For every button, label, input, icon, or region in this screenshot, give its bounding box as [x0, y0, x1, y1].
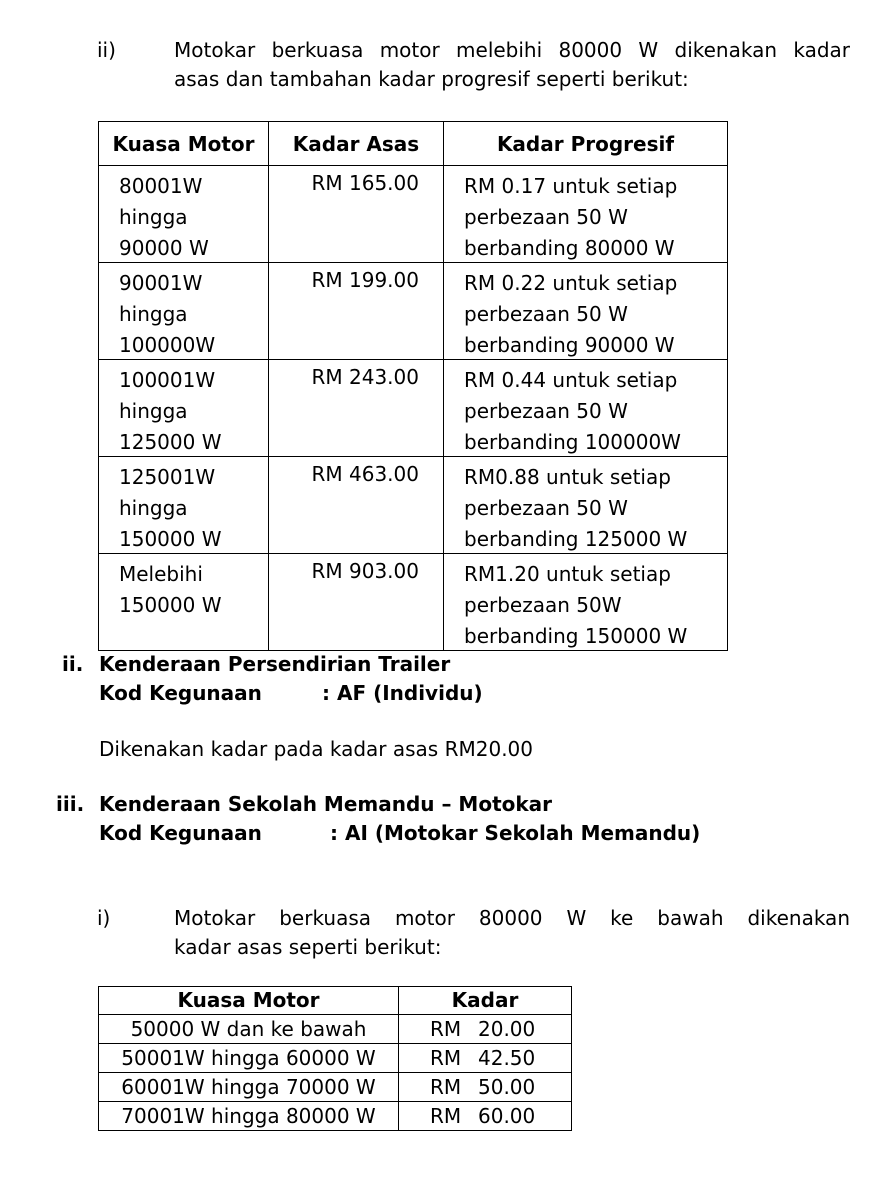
table-row [99, 457, 728, 554]
section-number: iii. [56, 792, 85, 816]
table-row [99, 554, 728, 651]
power-cell [99, 360, 269, 457]
table-header-row [99, 987, 572, 1015]
paragraph-line: asas dan tambahan kadar progresif seperti berikut: [174, 67, 689, 91]
base-rate-cell [269, 263, 444, 360]
paragraph-line: Motokar berkuasa motor melebihi 80000 W dikenakan kadar [174, 38, 850, 62]
cell-line: 100000W [119, 333, 216, 357]
cell-line: RM 0.22 untuk setiap [464, 271, 678, 295]
amount-value: 20.00 [478, 1017, 536, 1041]
subsection-marker: ii) [97, 38, 116, 62]
header-cell: Kadar Asas [269, 122, 444, 166]
code-value: : AI (Motokar Sekolah Memandu) [330, 821, 701, 845]
power-cell [99, 554, 269, 651]
cell-line: RM 0.44 untuk setiap [464, 368, 678, 392]
section-number: ii. [62, 652, 84, 676]
base-rate-cell [269, 554, 444, 651]
cell-line: berbanding 150000 W [464, 624, 688, 648]
cell-line: Melebihi [119, 562, 203, 586]
amount-value: 60.00 [478, 1104, 536, 1128]
power-cell [99, 263, 269, 360]
amount-value: 42.50 [478, 1046, 536, 1070]
table-row [99, 166, 728, 263]
rate-text: Dikenakan kadar pada kadar asas RM20.00 [99, 737, 533, 761]
cell-line: hingga [119, 302, 188, 326]
cell-line: perbezaan 50 W [464, 496, 628, 520]
header-cell: Kuasa Motor [99, 987, 399, 1015]
code-value: : AF (Individu) [322, 681, 483, 705]
amount-value: 50.00 [478, 1075, 536, 1099]
power-cell: 50001W hingga 60000 W [99, 1044, 399, 1073]
cell-line: perbezaan 50 W [464, 205, 628, 229]
table-header-row [99, 122, 728, 166]
cell-line: berbanding 125000 W [464, 527, 688, 551]
power-cell: 60001W hingga 70000 W [99, 1073, 399, 1102]
table-row [99, 360, 728, 457]
base-rate-cell [269, 166, 444, 263]
currency-label: RM [430, 1075, 462, 1099]
table-row [99, 263, 728, 360]
power-cell: 50000 W dan ke bawah [99, 1015, 399, 1044]
subsection-marker: i) [97, 906, 111, 930]
cell-line: RM 165.00 [311, 171, 419, 195]
cell-line: 150000 W [119, 593, 222, 617]
section-title: Kenderaan Sekolah Memandu – Motokar [99, 792, 553, 816]
cell-line: RM 463.00 [311, 462, 419, 486]
header-cell: Kadar [399, 987, 572, 1015]
power-cell [99, 457, 269, 554]
cell-line: RM 0.17 untuk setiap [464, 174, 678, 198]
cell-line: RM 199.00 [311, 268, 419, 292]
table-row [99, 1044, 572, 1073]
currency-label: RM [430, 1046, 462, 1070]
currency-label: RM [430, 1017, 462, 1041]
header-cell: Kadar Progresif [444, 122, 728, 166]
paragraph-line: kadar asas seperti berikut: [174, 935, 442, 959]
power-cell: 70001W hingga 80000 W [99, 1102, 399, 1131]
cell-line: perbezaan 50 W [464, 302, 628, 326]
cell-line: 80001W [119, 174, 203, 198]
rate-cell [399, 1102, 572, 1131]
progressive-rate-cell [444, 166, 728, 263]
table-row [99, 1102, 572, 1131]
table-row [99, 1073, 572, 1102]
progressive-rate-cell [444, 457, 728, 554]
table-row [99, 1015, 572, 1044]
progressive-rate-table [98, 121, 728, 651]
cell-line: RM 243.00 [311, 365, 419, 389]
cell-line: perbezaan 50W [464, 593, 622, 617]
cell-line: RM 903.00 [311, 559, 419, 583]
cell-line: 100001W [119, 368, 216, 392]
rate-cell [399, 1044, 572, 1073]
base-rate-table [98, 986, 572, 1131]
cell-line: 125001W [119, 465, 216, 489]
cell-line: perbezaan 50 W [464, 399, 628, 423]
rate-cell [399, 1073, 572, 1102]
rate-cell [399, 1015, 572, 1044]
cell-line: berbanding 90000 W [464, 333, 675, 357]
cell-line: RM1.20 untuk setiap [464, 562, 671, 586]
cell-line: 125000 W [119, 430, 222, 454]
cell-line: 90001W [119, 271, 203, 295]
base-rate-cell [269, 360, 444, 457]
progressive-rate-cell [444, 263, 728, 360]
paragraph-line: Motokar berkuasa motor 80000 W ke bawah dikenakan [174, 906, 850, 930]
progressive-rate-cell [444, 554, 728, 651]
cell-line: hingga [119, 496, 188, 520]
cell-line: RM0.88 untuk setiap [464, 465, 671, 489]
progressive-rate-cell [444, 360, 728, 457]
power-cell [99, 166, 269, 263]
code-label: Kod Kegunaan [99, 821, 262, 845]
cell-line: 90000 W [119, 236, 209, 260]
base-rate-cell [269, 457, 444, 554]
cell-line: 150000 W [119, 527, 222, 551]
section-title: Kenderaan Persendirian Trailer [99, 652, 451, 676]
cell-line: berbanding 100000W [464, 430, 681, 454]
currency-label: RM [430, 1104, 462, 1128]
cell-line: hingga [119, 399, 188, 423]
cell-line: hingga [119, 205, 188, 229]
header-cell: Kuasa Motor [99, 122, 269, 166]
code-label: Kod Kegunaan [99, 681, 262, 705]
cell-line: berbanding 80000 W [464, 236, 675, 260]
